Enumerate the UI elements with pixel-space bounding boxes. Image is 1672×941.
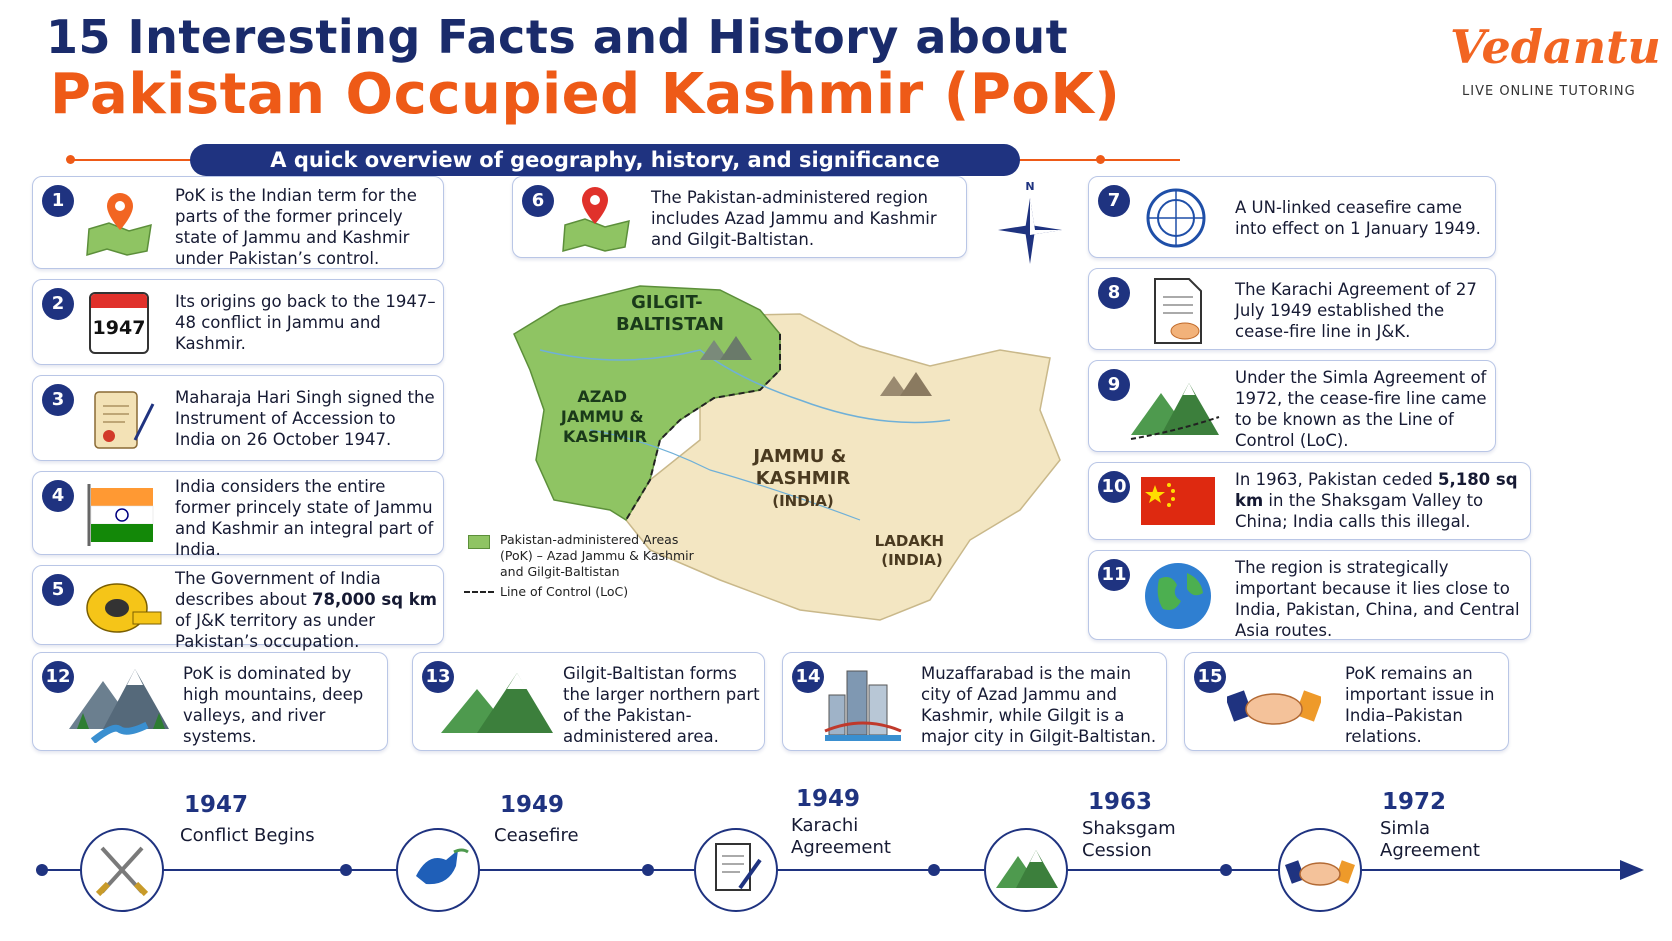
handshake-icon [1227,669,1321,739]
fact-number: 6 [522,185,554,217]
fact-number: 2 [42,288,74,320]
dove-icon [398,830,478,910]
fact-card-10 [1088,462,1531,540]
fact-card-3 [32,375,444,461]
mountain-icon [1127,371,1223,443]
subtitle-rule-dot [1096,155,1105,164]
fact-text: PoK is the Indian term for the parts of the former princely state of Jammu and Kashmir under Pakistan’s control. [175,186,417,268]
fact-number: 13 [422,661,454,693]
mountain-icon [437,663,557,743]
legend-pok-text: Pakistan-administered Areas (PoK) – Azad Jammu & Kashmir and Gilgit-Baltistan [500,532,694,579]
map-pin-icon [83,185,157,259]
svg-text:N: N [1025,180,1035,193]
mountain-river-icon [63,663,175,743]
timeline-icon-1947 [80,828,164,912]
fact-card-11 [1088,550,1531,640]
fact-text: Gilgit-Baltistan forms the larger northern part of the Pakistan-administered area. [563,664,760,746]
fact-number: 12 [42,661,74,693]
timeline-dot [928,864,940,876]
fact-number: 3 [42,384,74,416]
measuring-tape-icon [83,572,165,642]
un-emblem-icon [1141,185,1211,251]
timeline-label: Simla Agreement [1380,818,1480,861]
fact-text: A UN-linked ceasefire came into effect on 1 January 1949. [1235,198,1481,238]
svg-text:(INDIA): (INDIA) [772,492,834,510]
timeline-label: Karachi Agreement [791,815,891,858]
calendar-year: 1947 [92,317,146,339]
mountain-icon [986,830,1066,910]
china-flag-icon [1139,475,1219,529]
timeline-label: Conflict Begins [180,825,315,846]
title-line-2: Pakistan Occupied Kashmir (PoK) [50,62,1121,127]
fact-number: 9 [1098,369,1130,401]
india-flag-icon [85,480,159,550]
fact-card-8 [1088,268,1496,350]
fact-number: 1 [42,185,74,217]
timeline-year: 1949 [500,792,565,818]
city-icon [823,665,903,745]
title-line-1: 15 Interesting Facts and History about [46,10,1069,64]
compass-rose-icon [994,178,1066,270]
fact-number: 11 [1098,559,1130,591]
timeline-icon-1949 [396,828,480,912]
timeline-year: 1972 [1382,789,1447,815]
svg-text:GILGIT- BALTISTAN: GILGIT- BALTISTAN [616,292,724,335]
timeline-arrow-icon [1620,860,1644,880]
fact-number: 7 [1098,185,1130,217]
timeline-axis [40,869,1630,871]
crossed-swords-icon [82,830,162,910]
timeline-icon-1972 [1278,828,1362,912]
timeline-year: 1947 [184,792,249,818]
fact-number: 8 [1098,277,1130,309]
fact-card-12 [32,652,388,751]
fact-text: Under the Simla Agreement of 1972, the cease-fire line came to be known as the Line of Control (LoC). [1235,368,1487,450]
document-pen-icon [696,830,776,910]
fact-text: In 1963, Pakistan ceded 5,180 sq km in the Shaksgam Valley to China; India calls this illegal. [1235,470,1518,531]
fact-card-1 [32,176,444,269]
fact-text: PoK remains an important issue in India–Pakistan relations. [1345,664,1495,746]
timeline-label: Shaksgam Cession [1082,818,1176,861]
vedantu-tagline: LIVE ONLINE TUTORING [1462,84,1636,99]
fact-text: The Government of India describes about 78,000 sq km of J&K territory as under Pakistan’s occupation. [175,569,437,651]
map-pin-icon [561,183,635,253]
fact-card-4 [32,471,444,559]
timeline-dot [36,864,48,876]
fact-card-14 [782,652,1167,751]
fact-text: The Karachi Agreement of 27 July 1949 established the cease-fire line in J&K. [1235,280,1477,341]
fact-card-13 [412,652,765,751]
legend-swatch-loc [464,591,494,593]
timeline-dot [340,864,352,876]
fact-text: The Pakistan-administered region includes Azad Jammu and Kashmir and Gilgit-Baltistan. [651,188,937,249]
fact-number: 5 [42,574,74,606]
scroll-icon [85,384,159,454]
globe-icon [1141,559,1215,633]
svg-text:JAMMU & KASHMIR: JAMMU & KASHMIR [753,446,851,489]
subtitle-banner: A quick overview of geography, history, and significance [190,144,1020,176]
fact-text: PoK is dominated by high mountains, deep valleys, and river systems. [183,664,364,746]
timeline-dot [1220,864,1232,876]
timeline-icon-1963 [984,828,1068,912]
fact-card-6 [512,176,967,258]
fact-number: 4 [42,480,74,512]
fact-card-9 [1088,360,1496,452]
fact-text: Its origins go back to the 1947–48 conflict in Jammu and Kashmir. [175,292,436,353]
timeline-year: 1949 [796,786,861,812]
svg-text:AZAD JAMMU & KASHM: AZAD JAMMU & KASHMIR [560,387,647,446]
fact-card-5 [32,565,444,651]
calendar-icon [89,292,149,354]
document-handshake-icon [1145,275,1215,347]
svg-text:LADAKH (INDIA): LADAKH (INDIA) [874,532,945,569]
vedantu-logo: Vedantu [1450,20,1661,74]
subtitle-rule-dot [66,155,75,164]
fact-card-15 [1184,652,1509,751]
legend-loc-text: Line of Control (LoC) [500,584,629,599]
timeline-icon-1949-karachi [694,828,778,912]
fact-number: 14 [792,661,824,693]
fact-number: 15 [1194,661,1226,693]
fact-text: The region is strategically important because it lies close to India, Pakistan, China, and Central Asia routes. [1235,558,1520,640]
fact-card-7 [1088,176,1496,258]
fact-text: Maharaja Hari Singh signed the Instrument of Accession to India on 26 October 1947. [175,388,435,449]
fact-text: Muzaffarabad is the main city of Azad Jammu and Kashmir, while Gilgit is a major city in Gilgit-Baltistan. [921,664,1157,746]
fact-text: India considers the entire former princely state of Jammu and Kashmir an integral part of India. [175,477,434,559]
timeline-year: 1963 [1088,789,1153,815]
timeline-dot [642,864,654,876]
legend-swatch-pok [468,535,490,549]
timeline-label: Ceasefire [494,825,579,846]
fact-card-2 [32,279,444,365]
handshake-icon [1280,830,1360,910]
fact-number: 10 [1098,471,1130,503]
